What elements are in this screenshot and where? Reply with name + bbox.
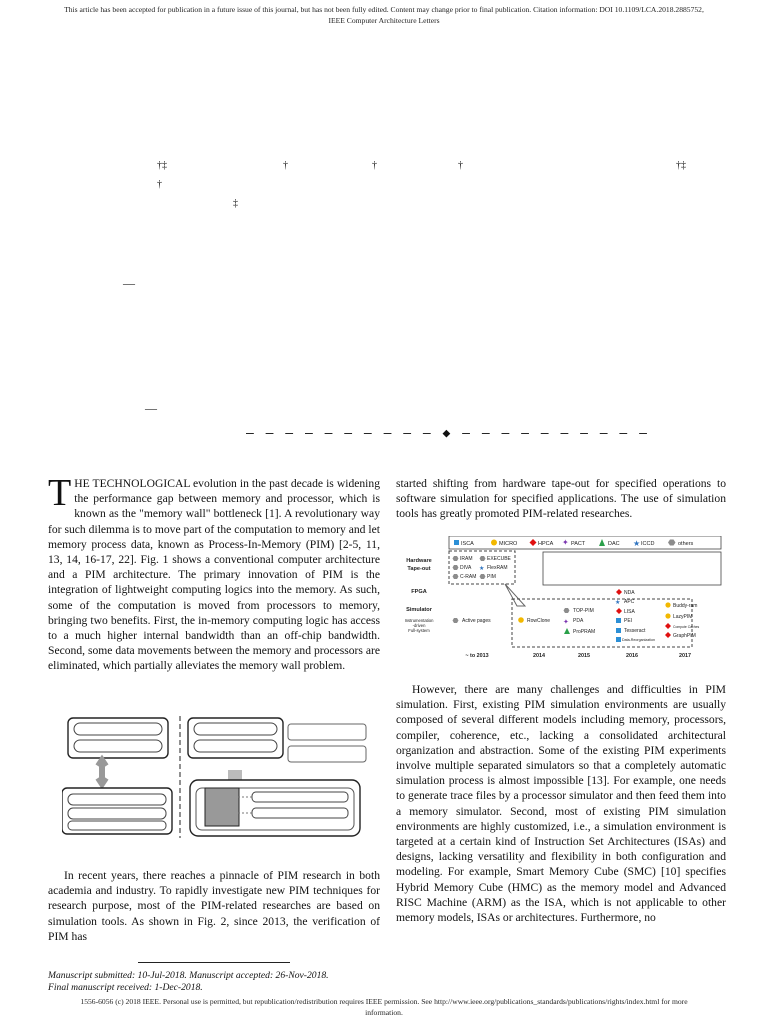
legend-isca: ISCA	[461, 541, 474, 547]
affiliation-mark: †‡	[157, 160, 167, 171]
item: DIVA	[460, 565, 472, 571]
item: Data-Reorganization	[622, 638, 655, 642]
row-label: Hardware	[406, 558, 432, 564]
legend-pact: PACT	[571, 541, 586, 547]
item: Tesseract	[624, 628, 646, 634]
legend-dac: DAC	[608, 541, 620, 547]
year-label: 2015	[578, 653, 590, 659]
year-label: 2016	[626, 653, 638, 659]
footnote-line-2: Final manuscript received: 1-Dec-2018.	[48, 982, 203, 993]
item: LISA	[624, 609, 635, 615]
legend-hpca: HPCA	[538, 541, 554, 547]
year-label: 2017	[679, 653, 691, 659]
abstract-dash: —	[123, 276, 135, 290]
row-label: FPGA	[411, 589, 427, 595]
svg-text:★: ★	[479, 566, 485, 572]
item: IRAM	[460, 556, 473, 562]
header-line-1: This article has been accepted for publication in a future issue of this journal, but has not been fully edited. Content may change prior to final publication. Citation information: DOI 10.1109/LCA.2018.2885752,	[64, 5, 704, 14]
row-label: Instrumentation	[404, 618, 434, 623]
intro-text-1: HE TECHNOLOGICAL evolution in the past decade is widening the performance gap between memory and processor, which is known as the "memory wall" bottleneck [1]. A revolutionary way for such dilemma is to move part of the computation to memory and let memory process data, known as Process-In-Memory (PIM) [2-5, 11, 13, 14, 16-17, 22]. Fig. 1 shows a conventional computer architecture and a PIM architecture. The primary innovation of PIM is the integration of lightweight computing logics into the memory. As such, some of the computation is moved from processors to memory, bringing two benefits. First, the in-memory computing logic has access to a much higher internal bandwidth than an off-chip bandwidth. Second, some data movements between the memory and processors are eliminated, which partially alleviates the memory wall problem.	[48, 477, 380, 673]
item: FlexRAM	[487, 565, 508, 571]
year-label: 2014	[533, 653, 545, 659]
item: C-RAM	[460, 574, 477, 580]
affiliation-mark: †‡	[676, 160, 686, 171]
section-separator: — — — — — — — — — — ◆ — — — — — — — — — —	[246, 426, 649, 441]
item: TOP-PIM	[573, 608, 594, 614]
footnote-rule	[138, 962, 290, 963]
affiliation-mark: †	[458, 160, 463, 171]
legend-iccd: ICCD	[641, 541, 655, 547]
item: ProPRAM	[573, 629, 596, 635]
svg-text:★: ★	[615, 600, 621, 606]
item: PIM	[487, 574, 496, 580]
item: Active pages	[462, 618, 491, 624]
year-label: ~ to 2013	[465, 653, 489, 659]
intro-text-2: In recent years, there reaches a pinnacle of PIM research in both academia and industry. To rapidly investigate new PIM techniques for research purpose, most of the PIM-related researches are based on simulation tools. As shown in Fig. 2, since 2013, the verification of PIM has	[48, 869, 380, 943]
copyright-footer	[0, 996, 768, 1018]
drop-cap: T	[48, 472, 72, 514]
header-line-2: IEEE Computer Architecture Letters	[328, 16, 440, 25]
item: Compute Caches	[673, 625, 700, 629]
item: PDA	[573, 618, 584, 624]
legend-micro: MICRO	[499, 541, 518, 547]
item: EXECUBE	[487, 556, 511, 562]
item: LazyPIM	[673, 614, 693, 620]
item: PEI	[624, 618, 633, 624]
right-paragraph-1	[396, 476, 726, 522]
item: APC	[624, 599, 635, 605]
item: Buddy-ram	[673, 603, 698, 609]
item: NDA	[624, 590, 635, 596]
legend-micro-icon	[491, 540, 497, 546]
right-text-2: However, there are many challenges and difficulties in PIM simulation. First, existing PIM simulation environments are usually composed of several different models including memory, processors, compiler, coherence, etc., lacking a consolidated architectural organization and abstraction. Some of the existing PIM experiments involve multiple separated simulators so that a completely automatic simulation process is almost impossible [13]. For example, one needs to generate trace files by a processor simulator and then feed them into a memory simulator. Second, most of existing PIM simulation environments are highly customized, i.e., a simulation environment is targeted at a certain kind of Instruction Set Architectures (ISAs) and designs, lacking versatility and flexibility in both configuration and modeling. For example, Smart Memory Cube (SMC) [10] specifies Hybrid Memory Cube (HMC) as the memory model and Advanced RISC Machine (ARM) as the ISA, which is not applicable to other memory models, ISAs or architectures. Furthermore, no	[396, 683, 726, 925]
footer-line-2: information.	[365, 1008, 403, 1017]
affiliation-mark: †	[372, 160, 377, 171]
journal-header	[0, 4, 768, 26]
item: RowClone	[527, 618, 551, 624]
affiliation-mark: ‡	[233, 198, 238, 209]
figure-2-timeline	[397, 536, 727, 660]
right-paragraph-2	[396, 682, 726, 925]
row-label: Tape-out	[407, 566, 431, 572]
legend-others: others	[678, 541, 694, 547]
row-label: Simulator	[406, 607, 432, 613]
intro-paragraph-1	[48, 472, 380, 674]
figure-1-architecture	[62, 716, 368, 838]
row-label: Full-system	[408, 628, 430, 633]
affiliation-mark: †	[157, 179, 162, 190]
item: GraphPIM	[673, 633, 696, 639]
intro-paragraph-2	[48, 868, 380, 944]
footer-line-1: 1556-6056 (c) 2018 IEEE. Personal use is permitted, but republication/redistribution requires IEEE permission. See http://www.ieee.org/publications_standards/publications/rights/index.html for more	[80, 997, 688, 1006]
row-label: -driven	[412, 623, 426, 628]
affiliation-mark: †	[283, 160, 288, 171]
svg-text:✦: ✦	[563, 619, 569, 626]
legend-iccd-icon: ★	[633, 539, 641, 548]
legend-isca-icon	[454, 540, 459, 545]
right-text-1: started shifting from hardware tape-out for specified operations to software simulation for specified applications. The use of simulation tools has greatly promoted PIM-related researches.	[396, 477, 726, 521]
keywords-dash: —	[145, 401, 157, 415]
legend-pact-icon: ✦	[562, 538, 569, 547]
footnote-line-1: Manuscript submitted: 10-Jul-2018. Manuscript accepted: 26-Nov-2018.	[48, 970, 329, 981]
